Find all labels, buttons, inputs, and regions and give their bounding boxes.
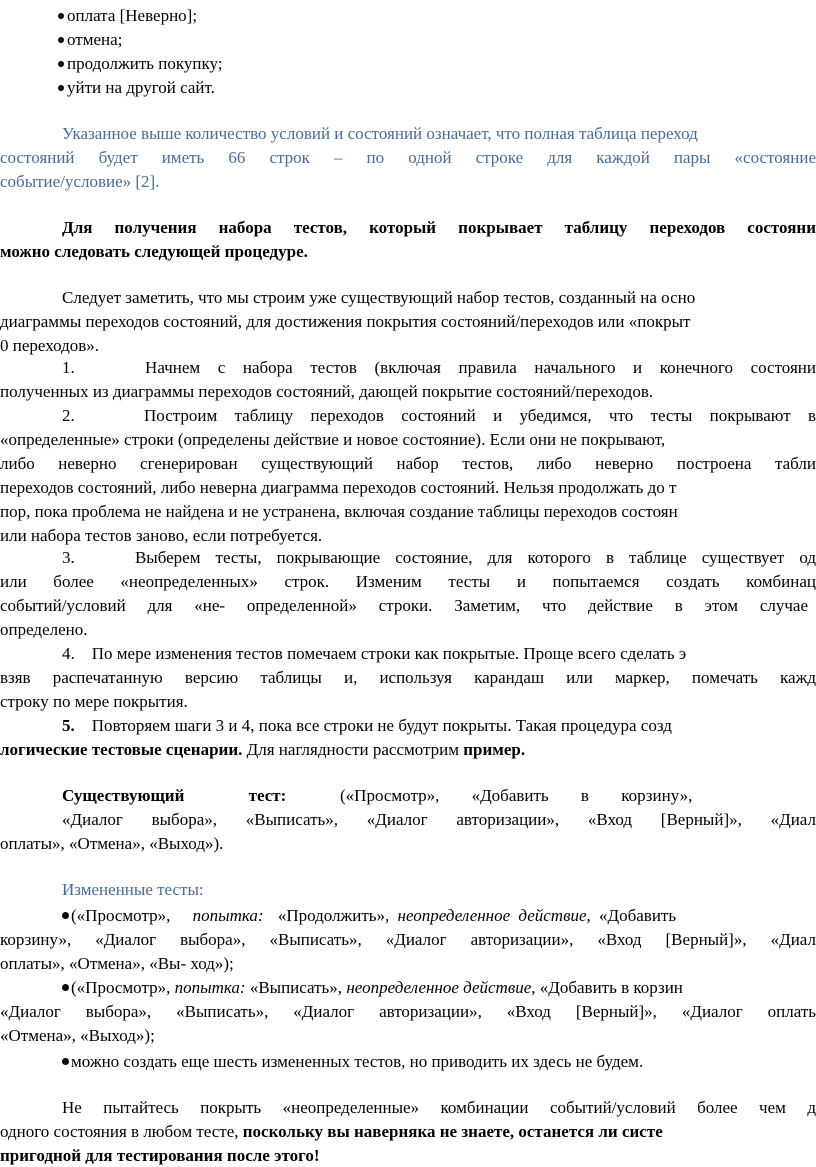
paragraph-line: 0 переходов».	[0, 336, 100, 355]
modified-test-line: («Просмотр», попытка: «Выписать», неопределенное действие, «Добавить в корзин	[62, 976, 683, 999]
paragraph-line: диаграммы переходов состояний, для достижения покрытия состояний/переходов или «покрыт	[0, 312, 691, 331]
bullet-icon	[62, 984, 69, 991]
bullet-icon	[58, 37, 64, 43]
modified-test-line: корзину», «Диалог выбора», «Выписать», «Диалог авторизации», «Вход [Верный]», «Диал	[0, 930, 816, 949]
modified-test-line: оплаты», «Отмена», «Вы- ход»);	[0, 954, 234, 973]
modified-tests-heading: Измененные тесты:	[62, 880, 204, 899]
final-paragraph-line: пригодной для тестирования после этого!	[0, 1146, 320, 1165]
step-4-line: взяв распечатанную версию таблицы и, используя карандаш или маркер, помечать кажд	[0, 668, 816, 687]
list-item: продолжить покупку;	[58, 52, 223, 75]
step-2-line: переходов состояний, либо неверна диаграмма переходов состояний. Нельзя продолжать до т	[0, 478, 677, 497]
section-heading: можно следовать следующей процедуре.	[0, 242, 308, 261]
list-item: оплата [Неверно];	[58, 4, 197, 27]
final-paragraph-line: одного состояния в любом тесте, поскольку вы наверняка не знаете, останется ли систе	[0, 1122, 663, 1141]
step-3-line: событий/условий для «не- определенной» строки. Заметим, что действие в этом случае	[0, 596, 808, 615]
modified-test-line: «Отмена», «Выход»);	[0, 1026, 155, 1045]
paragraph-line: событие/условие» [2].	[0, 172, 160, 191]
bullet-icon	[62, 912, 69, 919]
paragraph-line: Указанное выше количество условий и состояний означает, что полная таблица переход	[62, 124, 698, 143]
step-4-line: строку по мере покрытия.	[0, 692, 188, 711]
bullet-icon	[62, 1058, 69, 1065]
step-3-line: определено.	[0, 620, 88, 639]
step-2-line: или набора тестов заново, если потребуется.	[0, 526, 323, 545]
existing-test-line: («Просмотр», «Добавить в корзину»,	[340, 786, 693, 805]
step-1-line: полученных из диаграммы переходов состояний, дающей покрытие состояний/переходов.	[0, 382, 654, 401]
existing-test-line: оплаты», «Отмена», «Выход»).	[0, 834, 224, 853]
existing-test-line: «Диалог выбора», «Выписать», «Диалог авторизации», «Вход [Верный]», «Диал	[62, 810, 816, 829]
step-3-line: 3. Выберем тесты, покрывающие состояние, для которого в таблице существует од	[62, 548, 816, 567]
bullet-icon	[58, 85, 64, 91]
step-2-line: 2. Построим таблицу переходов состояний и убедимся, что тесты покрывают в	[62, 406, 816, 425]
step-5-line: логические тестовые сценарии. Для наглядности рассмотрим пример.	[0, 740, 526, 759]
step-3-line: или более «неопределенных» строк. Изменим тесты и попытаемся создать комбинац	[0, 572, 816, 591]
list-item: уйти на другой сайт.	[58, 76, 215, 99]
paragraph-line: Следует заметить, что мы строим уже существующий набор тестов, созданный на осно	[62, 288, 696, 307]
list-item: отмена;	[58, 28, 122, 51]
modified-test-line: («Просмотр», попытка: «Продолжить», неопределенное действие, «Добавить	[62, 904, 676, 927]
final-paragraph-line: Не пытайтесь покрыть «неопределенные» комбинации событий/условий более чем д	[62, 1098, 816, 1117]
step-5-line: 5. Повторяем шаги 3 и 4, пока все строки не будут покрыты. Такая процедура созд	[62, 716, 672, 735]
modified-test-line: можно создать еще шесть измененных тестов, но приводить их здесь не будем.	[62, 1050, 643, 1073]
step-2-line: пор, пока проблема не найдена и не устранена, включая создание таблицы переходов состоян	[0, 502, 678, 521]
paragraph-line: состояний будет иметь 66 строк – по одной строке для каждой пары «состояние	[0, 148, 816, 167]
modified-test-line: «Диалог выбора», «Выписать», «Диалог авторизации», «Вход [Верный]», «Диалог оплать	[0, 1002, 816, 1021]
step-1-line: 1. Начнем с набора тестов (включая правила начального и конечного состояни	[62, 358, 816, 377]
bullet-icon	[58, 61, 64, 67]
section-heading: Для получения набора тестов, который покрывает таблицу переходов состояни	[62, 218, 816, 237]
step-2-line: «определенные» строки (определены действие и новое состояние). Если они не покрывают,	[0, 430, 666, 449]
step-4-line: 4. По мере изменения тестов помечаем строки как покрытые. Проще всего сделать э	[62, 644, 687, 663]
bullet-icon	[58, 13, 64, 19]
step-2-line: либо неверно сгенерирован существующий набор тестов, либо неверно построена табли	[0, 454, 816, 473]
existing-test-label: Существующий тест:	[62, 786, 287, 805]
